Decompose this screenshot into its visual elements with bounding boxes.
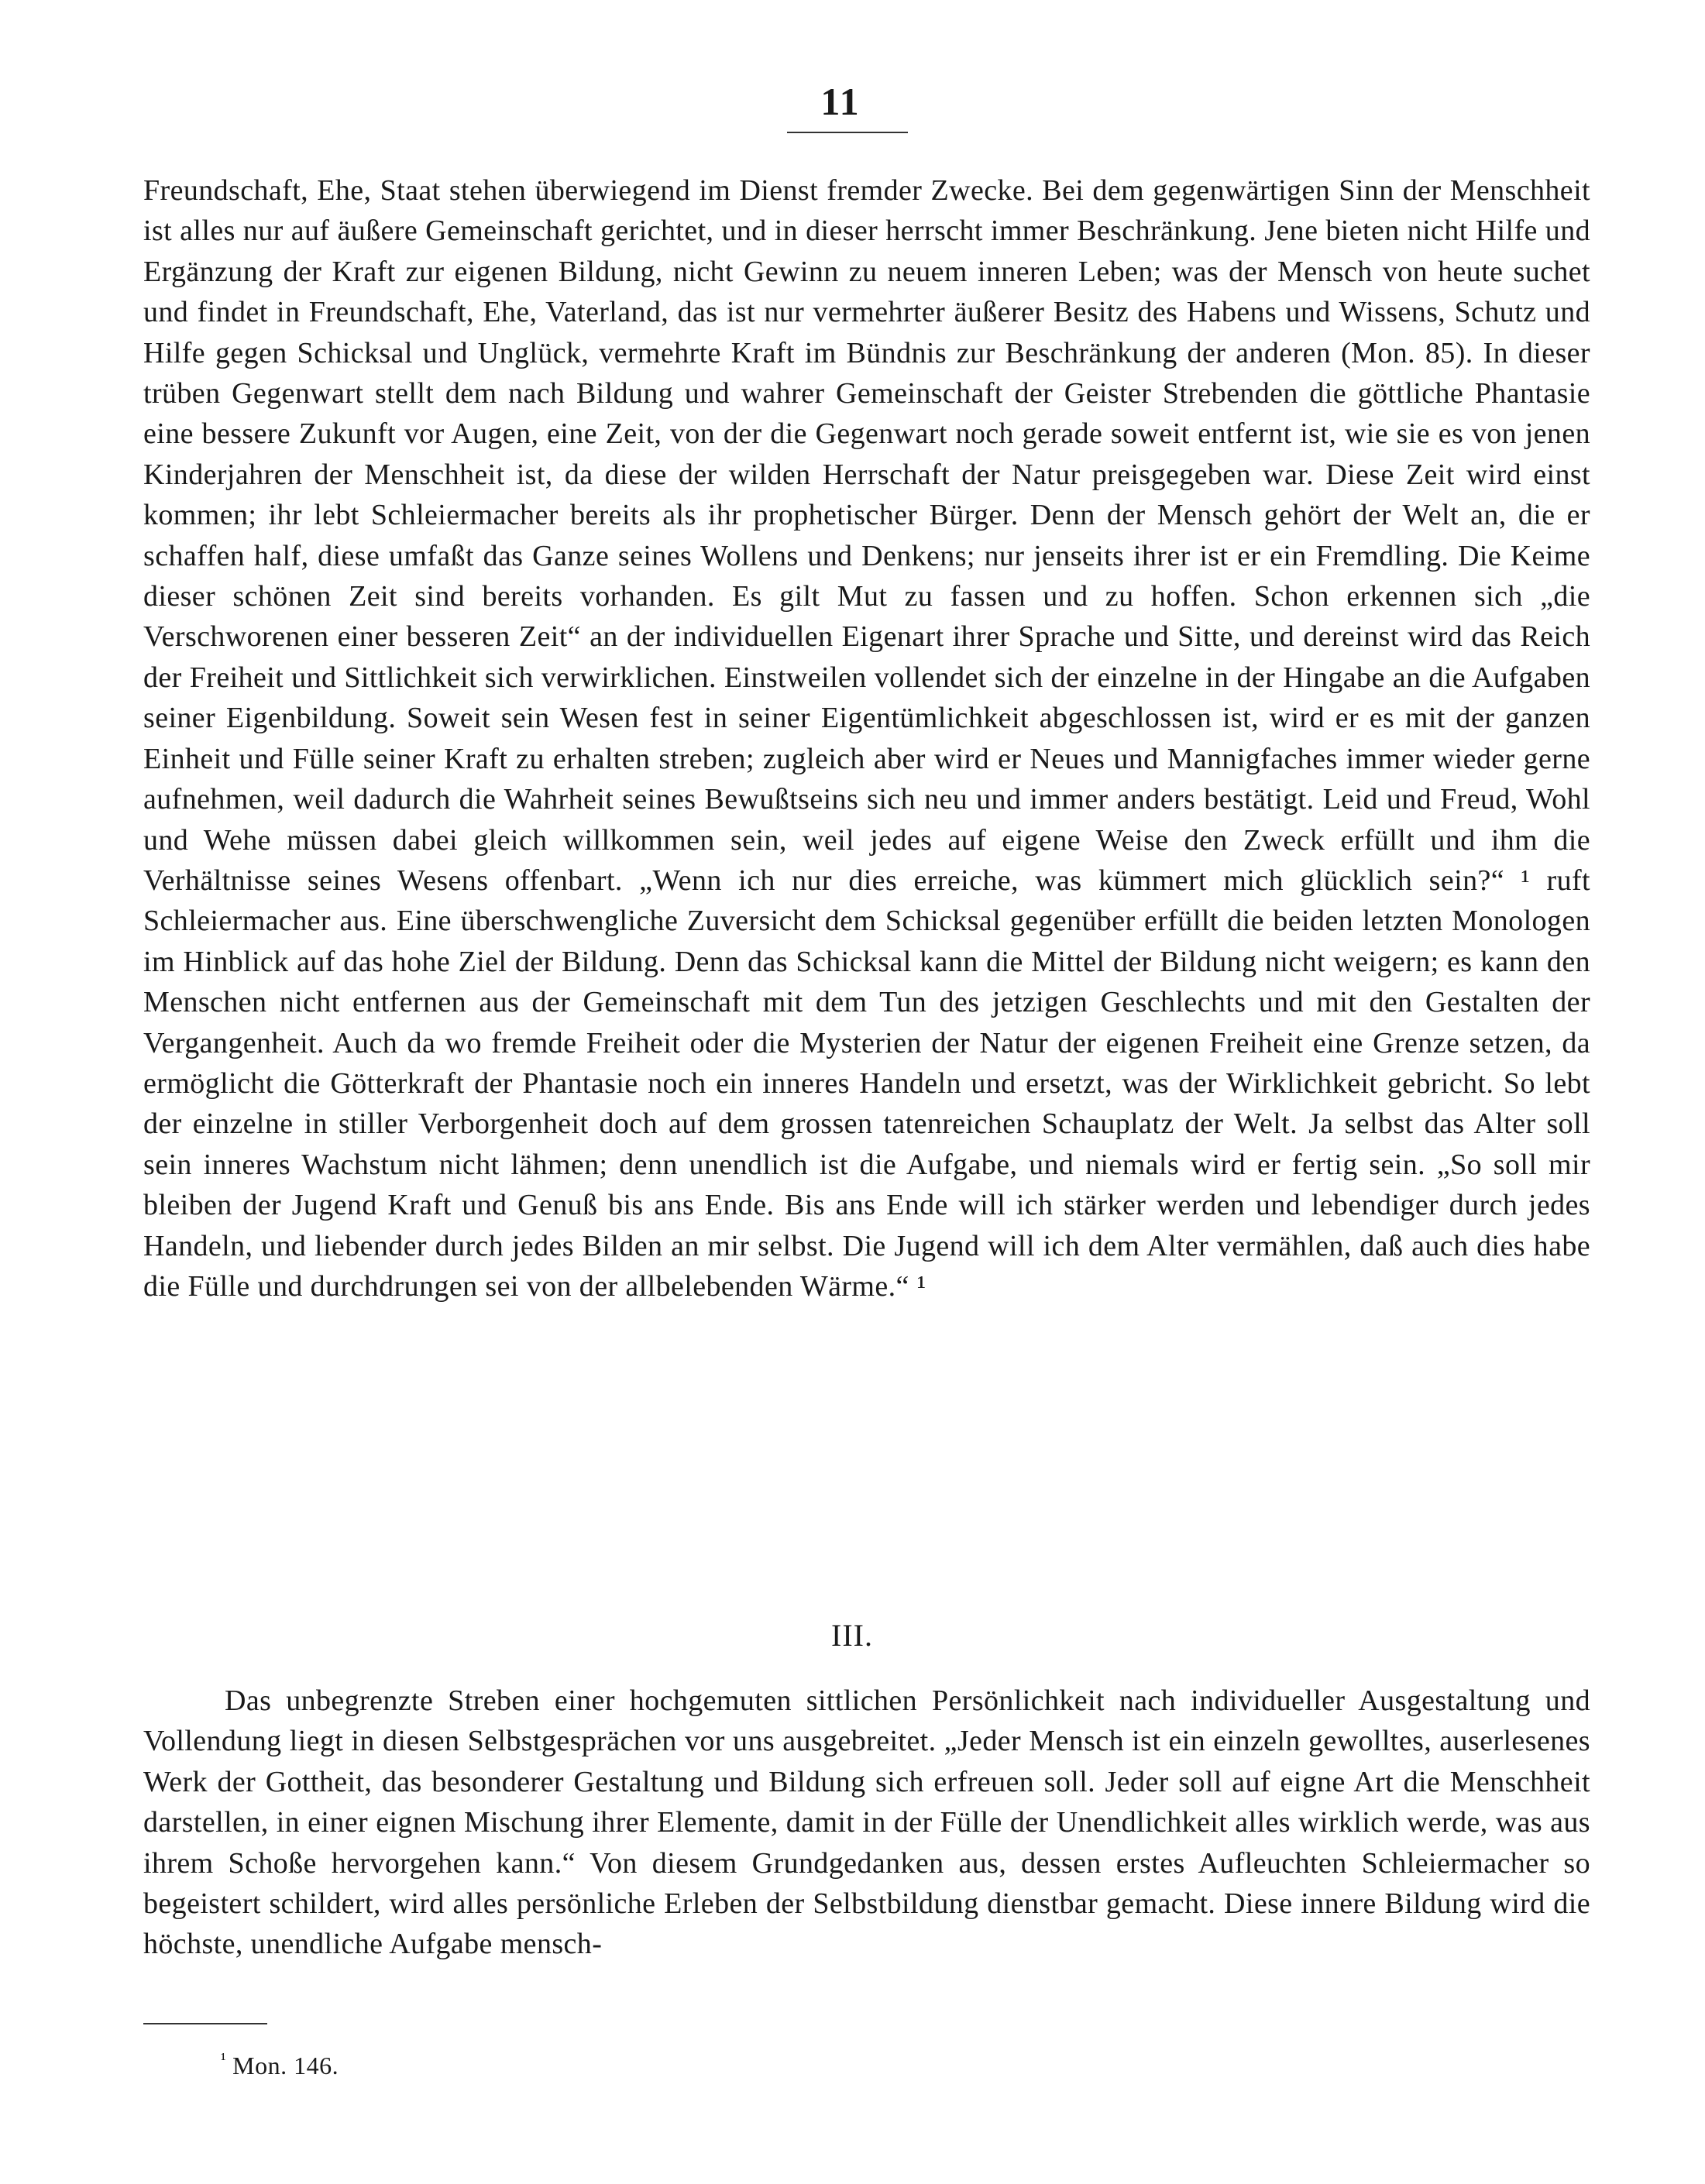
body-paragraph: Das unbegrenzte Streben einer hochgemuten sittlichen Persönlichkeit nach individueller Ausgestaltung und Vollendung liegt in diesen Selbstgesprächen vor uns ausgebreitet. „Jeder Mensch ist ein einzeln gewolltes, auserlesenes Werk der Gottheit, das besonderer Gestaltung und Bildung sich erfreuen soll. Jeder soll auf eigne Art die Menschheit darstellen, in einer eignen Mischung ihrer Elemente, damit in der Fülle der Unendlichkeit alles wirklich werde, was aus ihrem Schoße hervorgehen kann.“ Von diesem Grundgedanken aus, dessen erstes Aufleuchten Schleiermacher so begeistert schildert, wird alles persönliche Erleben der Selbstbildung dienstbar gemacht. Diese innere Bildung wird die höchste, unendliche Aufgabe mensch-: [143, 1684, 1590, 1961]
page-number-rule: [787, 132, 908, 133]
body-paragraph: Freundschaft, Ehe, Staat stehen überwiegend im Dienst fremder Zwecke. Bei dem gegenwärtigen Sinn der Menschheit ist alles nur auf äußere Gemeinschaft gerichtet, und in dieser herrscht immer Beschränkung. Jene bieten nicht Hilfe und Ergänzung der Kraft zur eigenen Bildung, nicht Gewinn zu neuem inneren Leben; was der Mensch von heute suchet und findet in Freundschaft, Ehe, Vaterland, das ist nur vermehrter äußerer Besitz des Habens und Wissens, Schutz und Hilfe gegen Schicksal und Unglück, vermehrte Kraft im Bündnis zur Beschränkung der anderen (Mon. 85). In dieser trüben Gegenwart stellt dem nach Bildung und wahrer Gemeinschaft der Geister Strebenden die göttliche Phantasie eine bessere Zukunft vor Augen, eine Zeit, von der die Gegenwart noch gerade soweit entfernt ist, wie sie es von jenen Kinderjahren der Menschheit ist, da diese der wilden Herrschaft der Natur preisgegeben war. Diese Zeit wird einst kommen; ihr lebt Schleiermacher bereits als ihr prophetischer Bürger. Denn der Mensch gehört der Welt an, die er schaffen half, diese umfaßt das Ganze seines Wollens und Denkens; nur jenseits ihrer ist er ein Fremdling. Die Keime dieser schönen Zeit sind bereits vorhanden. Es gilt Mut zu fassen und zu hoffen. Schon erkennen sich „die Verschworenen einer besseren Zeit“ an der individuellen Eigenart ihrer Sprache und Sitte, und dereinst wird das Reich der Freiheit und Sittlichkeit sich verwirklichen. Einstweilen vollendet sich der einzelne in der Hingabe an die Aufgaben seiner Eigenbildung. Soweit sein Wesen fest in seiner Eigentümlichkeit abgeschlossen ist, wird er es mit der ganzen Einheit und Fülle seiner Kraft zu erhalten streben; zugleich aber wird er Neues und Mannigfaches immer wieder gerne aufnehmen, weil dadurch die Wahrheit seines Bewußtseins sich neu und immer anders bestätigt. Leid und Freud, Wohl und Wehe müssen dabei gleich willkommen sein, weil jedes auf eigene Weise den Zweck erfüllt und ihm die Verhältnisse seines Wesens offenbart. „Wenn ich nur dies erreiche, was kümmert mich glücklich sein?“ ¹ ruft Schleiermacher aus. Eine überschwengliche Zuversicht dem Schicksal gegenüber erfüllt die beiden letzten Monologen im Hinblick auf das hohe Ziel der Bildung. Denn das Schicksal kann die Mittel der Bildung nicht weigern; es kann den Menschen nicht entfernen aus der Gemeinschaft mit dem Tun des jetzigen Geschlechts und mit den Gestalten der Vergangenheit. Auch da wo fremde Freiheit oder die Mysterien der Natur der eigenen Freiheit eine Grenze setzen, da ermöglicht die Götterkraft der Phantasie noch ein inneres Handeln und ersetzt, was der Wirklichkeit gebricht. So lebt der einzelne in stiller Verborgenheit doch auf dem grossen tatenreichen Schauplatz der Welt. Ja selbst das Alter soll sein inneres Wachstum nicht lähmen; denn unendlich ist die Aufgabe, und niemals wird er fertig sein. „So soll mir bleiben der Jugend Kraft und Genuß bis ans Ende. Bis ans Ende will ich stärker werden und lebendiger durch jedes Handeln, und liebender durch jedes Bilden an mir selbst. Die Jugend will ich dem Alter vermählen, daß auch dies habe die Fülle und durchdrungen sei von der allbelebenden Wärme.“ ¹: [143, 174, 1590, 1303]
section-heading: III.: [831, 1618, 873, 1653]
footnote-marker: ¹: [221, 2049, 227, 2069]
footnote-text: Mon. 146.: [232, 2052, 339, 2079]
footnote: [221, 2049, 339, 2080]
page-number: 11: [820, 80, 861, 123]
footnote-rule: [143, 2023, 267, 2024]
